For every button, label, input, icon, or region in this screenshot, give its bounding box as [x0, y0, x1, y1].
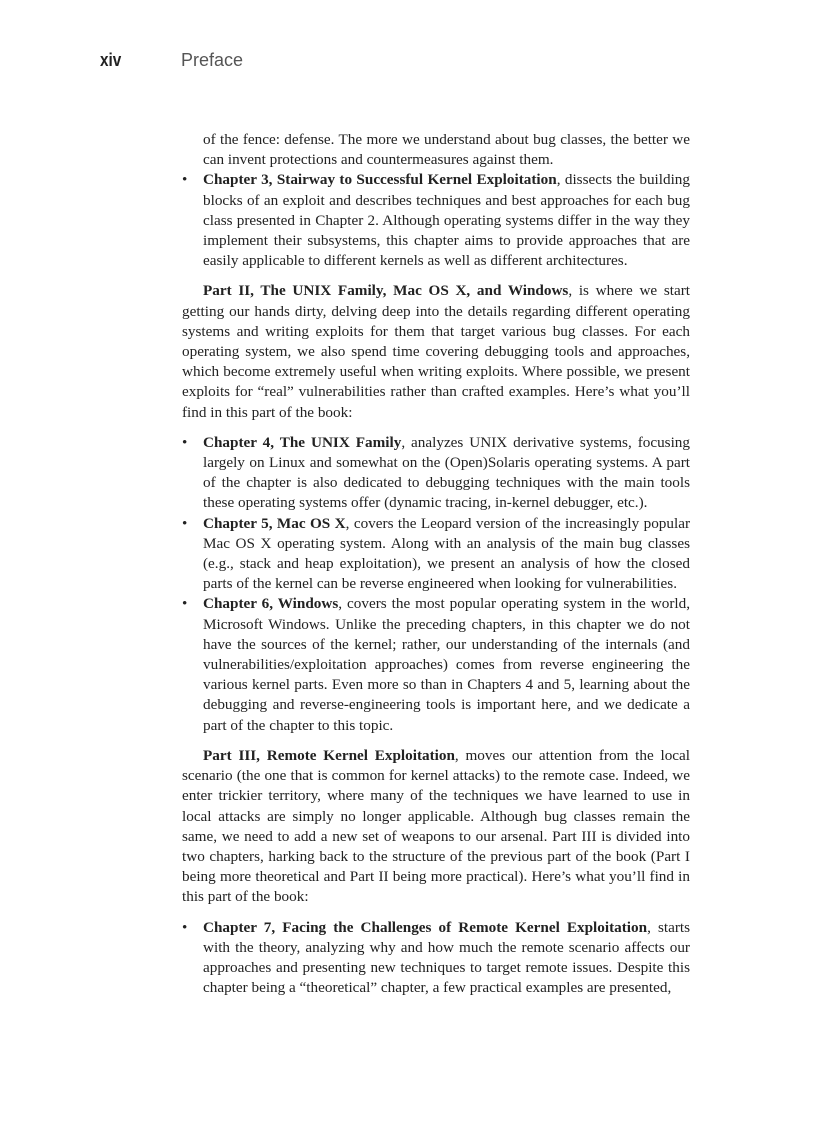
item-heading: Chapter 3, Stairway to Successful Kernel Exploitation: [203, 171, 557, 189]
paragraph-heading: Part II, The UNIX Family, Mac OS X, and Windows: [203, 282, 569, 300]
item-heading: Chapter 5, Mac OS X: [203, 514, 346, 532]
list-item: [182, 594, 690, 735]
paragraph-text: , is where we start getting our hands dirty, delving deep into the details regarding different operating systems and writing exploits for them that target various bug classes. For each operating system, we also spend time covering debugging tools and approaches, which become extremely useful when writing exploits. Where possible, we present exploits for “real” vulnerabilities rather than crafted examples. Here’s what you’ll find in this part of the book:: [182, 282, 690, 421]
paragraph-text: , moves our attention from the local scenario (the one that is common for kernel attacks) to the remote case. Indeed, we enter trickier territory, where many of the techniques we have learned to use in local attacks are simply no longer applicable. Although bug classes remain the same, we need to add a new set of weapons to our arsenal. Part III is divided into two chapters, harking back to the structure of the previous part of the book (Part I being more theoretical and Part II being more practical). Here’s what you’ll find in this part of the book:: [182, 746, 690, 906]
item-text: , dissects the building blocks of an exploit and describes techniques and best approaches for each bug class presented in Chapter 2. Although operating systems differ in the way they implement their subsystems, this chapter aims to provide approaches that are easily applicable to different kernels as well as different architectures.: [203, 171, 690, 270]
item-heading: Chapter 6, Windows: [203, 595, 339, 613]
list-item: [182, 170, 690, 271]
continued-paragraph: of the fence: defense. The more we understand about bug classes, the better we can invent protections and countermeasures against them.: [203, 131, 690, 169]
bullet-list: [182, 170, 690, 271]
bullet-icon: •: [182, 171, 188, 189]
list-item: [182, 918, 690, 999]
item-text: , covers the Leopard version of the increasingly popular Mac OS X operating system. Along with an analysis of the main bug classes (e.g., stack and heap exploitation), we present an analysis of how the closed parts of the kernel can be reverse engineered when looking for vulnerabilities.: [203, 514, 690, 593]
paragraph-heading: Part III, Remote Kernel Exploitation: [203, 746, 455, 764]
bullet-icon: •: [182, 595, 188, 613]
paragraph: [182, 281, 690, 422]
item-heading: Chapter 7, Facing the Challenges of Remote Kernel Exploitation: [203, 918, 648, 936]
bullet-icon: •: [182, 514, 188, 532]
list-item: [182, 433, 690, 514]
bullet-list: [182, 918, 690, 999]
item-text: , analyzes UNIX derivative systems, focusing largely on Linux and somewhat on the (Open)Solaris operating systems. A part of the chapter is also dedicated to debugging techniques with the main tools these operating systems offer (dynamic tracing, in-kernel debugger, etc.).: [203, 433, 690, 512]
item-heading: Chapter 4, The UNIX Family: [203, 433, 402, 451]
running-title: Preface: [181, 50, 244, 70]
page-number: xiv: [100, 50, 122, 70]
bullet-icon: •: [182, 918, 188, 936]
list-item: [182, 514, 690, 595]
item-text: , covers the most popular operating system in the world, Microsoft Windows. Unlike the preceding chapters, in this chapter we do not have the sources of the kernel; rather, our understanding of the internals (and vulnerabilities/exploitation approaches) comes from reverse engineering the various kernel parts. Even more so than in Chapters 4 and 5, learning about the debugging and reverse-engineering tools is important here, and we dedicate a part of the chapter to this topic.: [203, 595, 690, 734]
item-text: , starts with the theory, analyzing why and how much the remote scenario affects our approaches and presenting new techniques to target remote issues. Despite this chapter being a “theoretical” chapter, a few practical examples are presented,: [203, 918, 691, 997]
bullet-icon: •: [182, 433, 188, 451]
body-text: [182, 130, 690, 998]
paragraph: [182, 746, 690, 908]
bullet-list: [182, 433, 690, 736]
